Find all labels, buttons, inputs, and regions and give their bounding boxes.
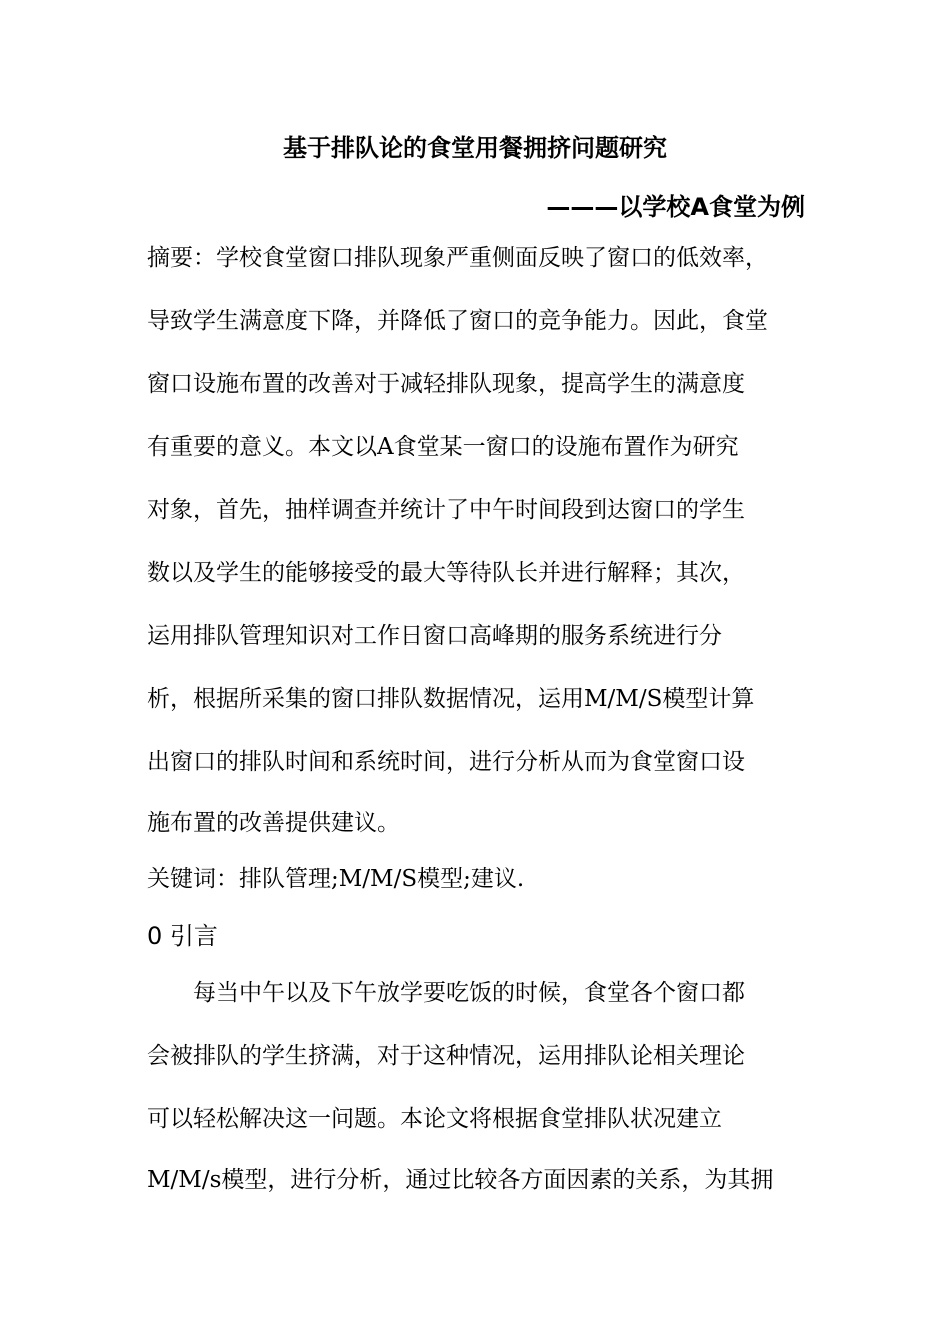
abstract-line: 对象，首先，抽样调查并统计了中午时间段到达窗口的学生 (147, 497, 745, 523)
intro-line: 会被排队的学生挤满，对于这种情况，运用排队论相关理论 (147, 1043, 745, 1069)
section-heading: 0 引言 (147, 922, 218, 950)
intro-line: M/M/s模型，进行分析，通过比较各方面因素的关系，为其拥 (147, 1167, 774, 1193)
abstract-line: 窗口设施布置的改善对于减轻排队现象，提高学生的满意度 (147, 371, 745, 397)
abstract-line: 数以及学生的能够接受的最大等待队长并进行解释；其次， (147, 560, 745, 586)
abstract-line: 运用排队管理知识对工作日窗口高峰期的服务系统进行分 (147, 623, 722, 649)
paper-title: 基于排队论的食堂用餐拥挤问题研究 (283, 134, 667, 162)
keywords-line: 关键词：排队管理;M/M/S模型;建议. (147, 866, 525, 892)
intro-line: 每当中午以及下午放学要吃饭的时候，食堂各个窗口都 (147, 980, 745, 1006)
intro-line: 可以轻松解决这一问题。本论文将根据食堂排队状况建立 (147, 1106, 722, 1132)
abstract-line: 出窗口的排队时间和系统时间，进行分析从而为食堂窗口设 (147, 749, 745, 775)
abstract-line: 施布置的改善提供建议。 (147, 810, 400, 836)
abstract-line: 导致学生满意度下降，并降低了窗口的竞争能力。因此，食堂 (147, 308, 768, 334)
abstract-line: 有重要的意义。本文以A食堂某一窗口的设施布置作为研究 (147, 434, 739, 460)
abstract-line: 析，根据所采集的窗口排队数据情况，运用M/M/S模型计算 (147, 686, 755, 712)
paper-subtitle: ———以学校A食堂为例 (546, 193, 805, 221)
abstract-line: 摘要：学校食堂窗口排队现象严重侧面反映了窗口的低效率， (147, 245, 768, 271)
